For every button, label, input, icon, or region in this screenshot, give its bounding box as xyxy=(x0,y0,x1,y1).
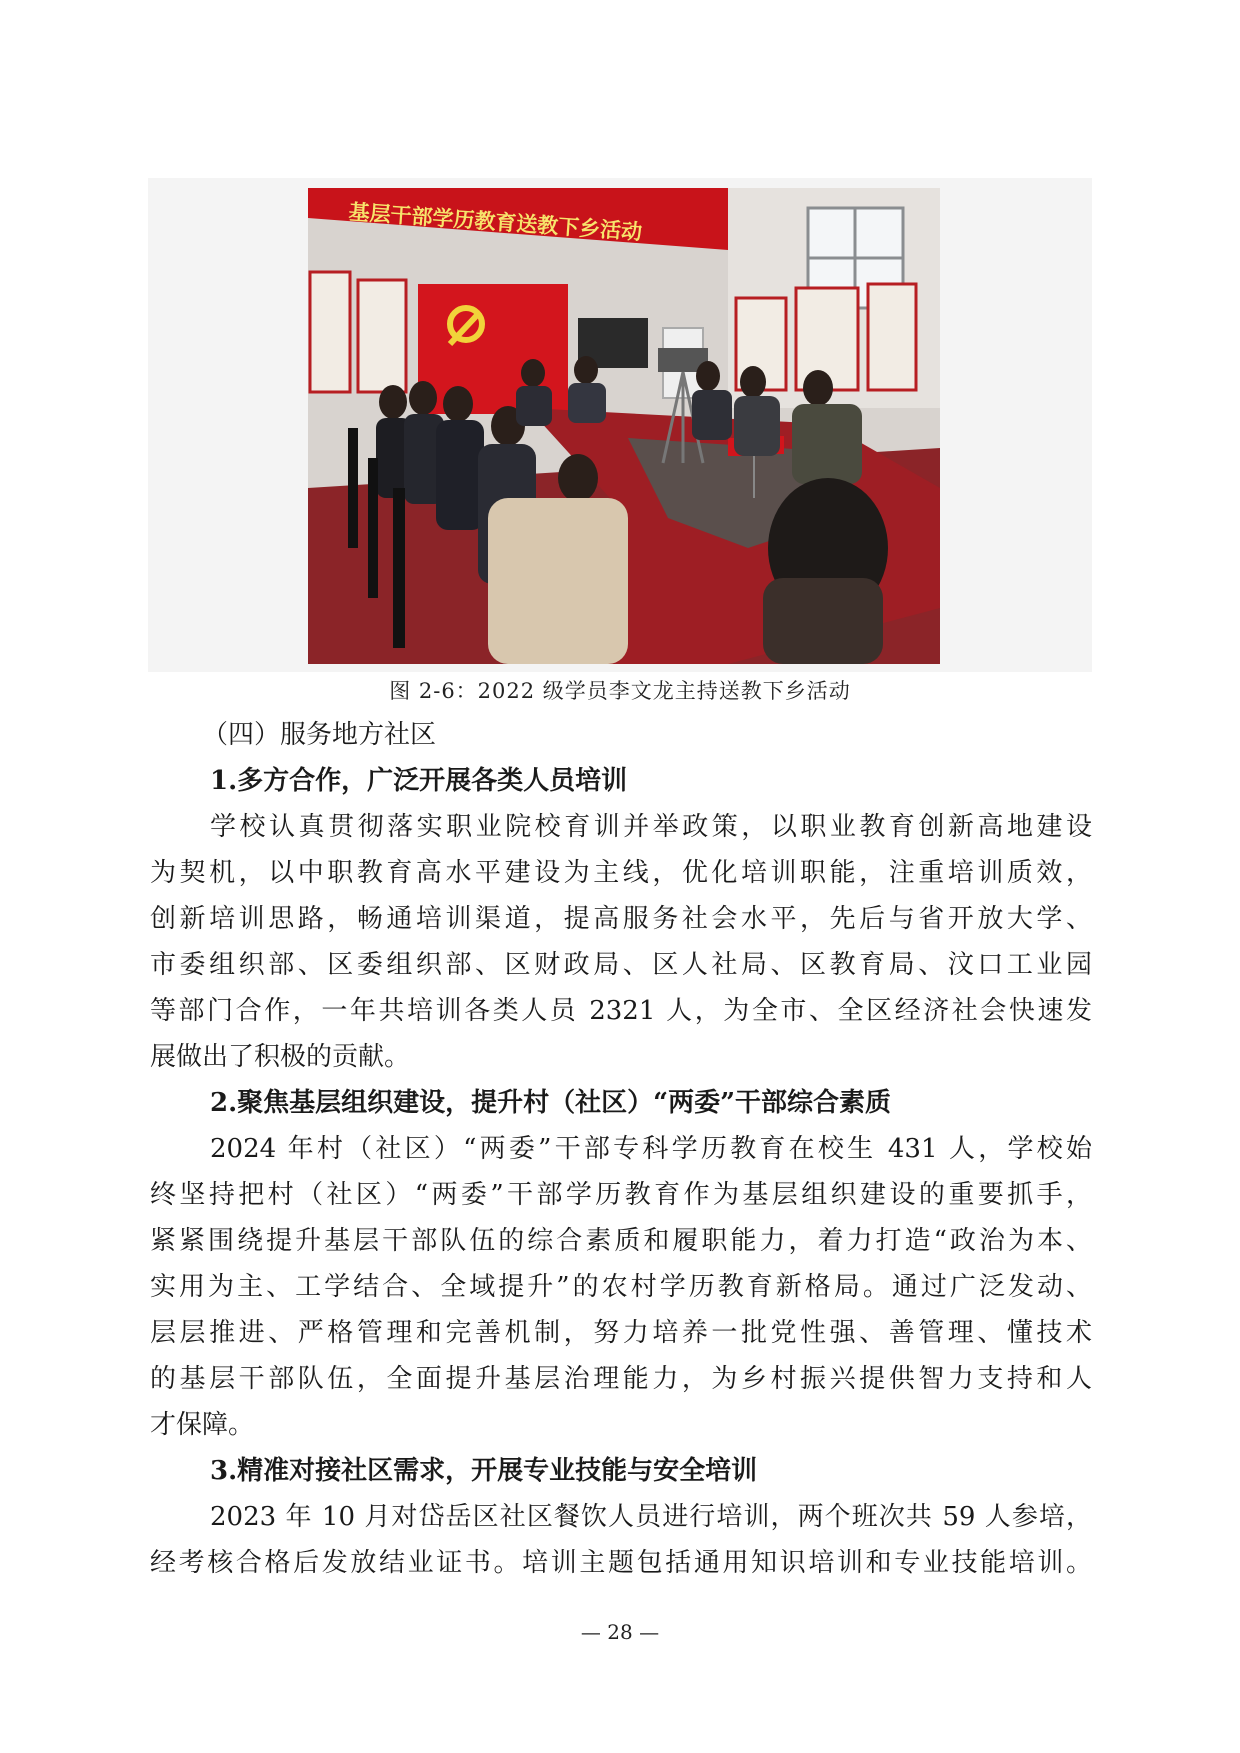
figure-caption: 图 2-6：2022 级学员李文龙主持送教下乡活动 xyxy=(389,679,851,703)
paragraph-line: 展做出了积极的贡献。 xyxy=(150,1042,411,1072)
paragraph-line: 经考核合格后发放结业证书。培训主题包括通用知识培训和专业技能培训。 xyxy=(150,1548,1092,1578)
paragraph-line: 2023 年 10 月对岱岳区社区餐饮人员进行培训，两个班次共 59 人参培， xyxy=(210,1502,1092,1532)
paragraph-line: 创新培训思路，畅通培训渠道，提高服务社会水平，先后与省开放大学、 xyxy=(150,904,1092,934)
figure-frame xyxy=(148,178,1092,672)
banner-text: 基层干部学历教育送教下乡活动 xyxy=(347,199,643,245)
paragraph-line: 为契机，以中职教育高水平建设为主线，优化培训职能，注重培训质效， xyxy=(150,858,1092,888)
paragraph-line: 才保障。 xyxy=(150,1410,255,1440)
page-number: — 28 — xyxy=(580,1620,660,1644)
paragraph-line: 学校认真贯彻落实职业院校育训并举政策，以职业教育创新高地建设 xyxy=(210,812,1092,842)
paragraph-line: 2024 年村（社区）“两委”干部专科学历教育在校生 431 人，学校始 xyxy=(210,1134,1092,1164)
meeting-photo xyxy=(308,188,940,664)
subsection-title-1: 1.多方合作，广泛开展各类人员培训 xyxy=(210,766,628,796)
paragraph-line: 层层推进、严格管理和完善机制，努力培养一批党性强、善管理、懂技术 xyxy=(150,1318,1092,1348)
subsection-title-2: 2.聚焦基层组织建设，提升村（社区）“两委”干部综合素质 xyxy=(210,1088,892,1118)
paragraph-line: 的基层干部队伍，全面提升基层治理能力，为乡村振兴提供智力支持和人 xyxy=(150,1364,1092,1394)
document-body xyxy=(150,712,1092,1586)
section-heading: （四）服务地方社区 xyxy=(202,720,437,750)
paragraph-line: 终坚持把村（社区）“两委”干部学历教育作为基层组织建设的重要抓手， xyxy=(150,1180,1092,1210)
meeting-photo-illustration xyxy=(308,188,940,664)
paragraph-line: 实用为主、工学结合、全域提升”的农村学历教育新格局。通过广泛发动、 xyxy=(150,1272,1092,1302)
paragraph-line: 等部门合作，一年共培训各类人员 2321 人，为全市、全区经济社会快速发 xyxy=(150,996,1092,1026)
paragraph-line: 紧紧围绕提升基层干部队伍的综合素质和履职能力，着力打造“政治为本、 xyxy=(150,1226,1092,1256)
paragraph-line: 市委组织部、区委组织部、区财政局、区人社局、区教育局、汶口工业园 xyxy=(150,950,1092,980)
subsection-title-3: 3.精准对接社区需求，开展专业技能与安全培训 xyxy=(210,1456,758,1486)
